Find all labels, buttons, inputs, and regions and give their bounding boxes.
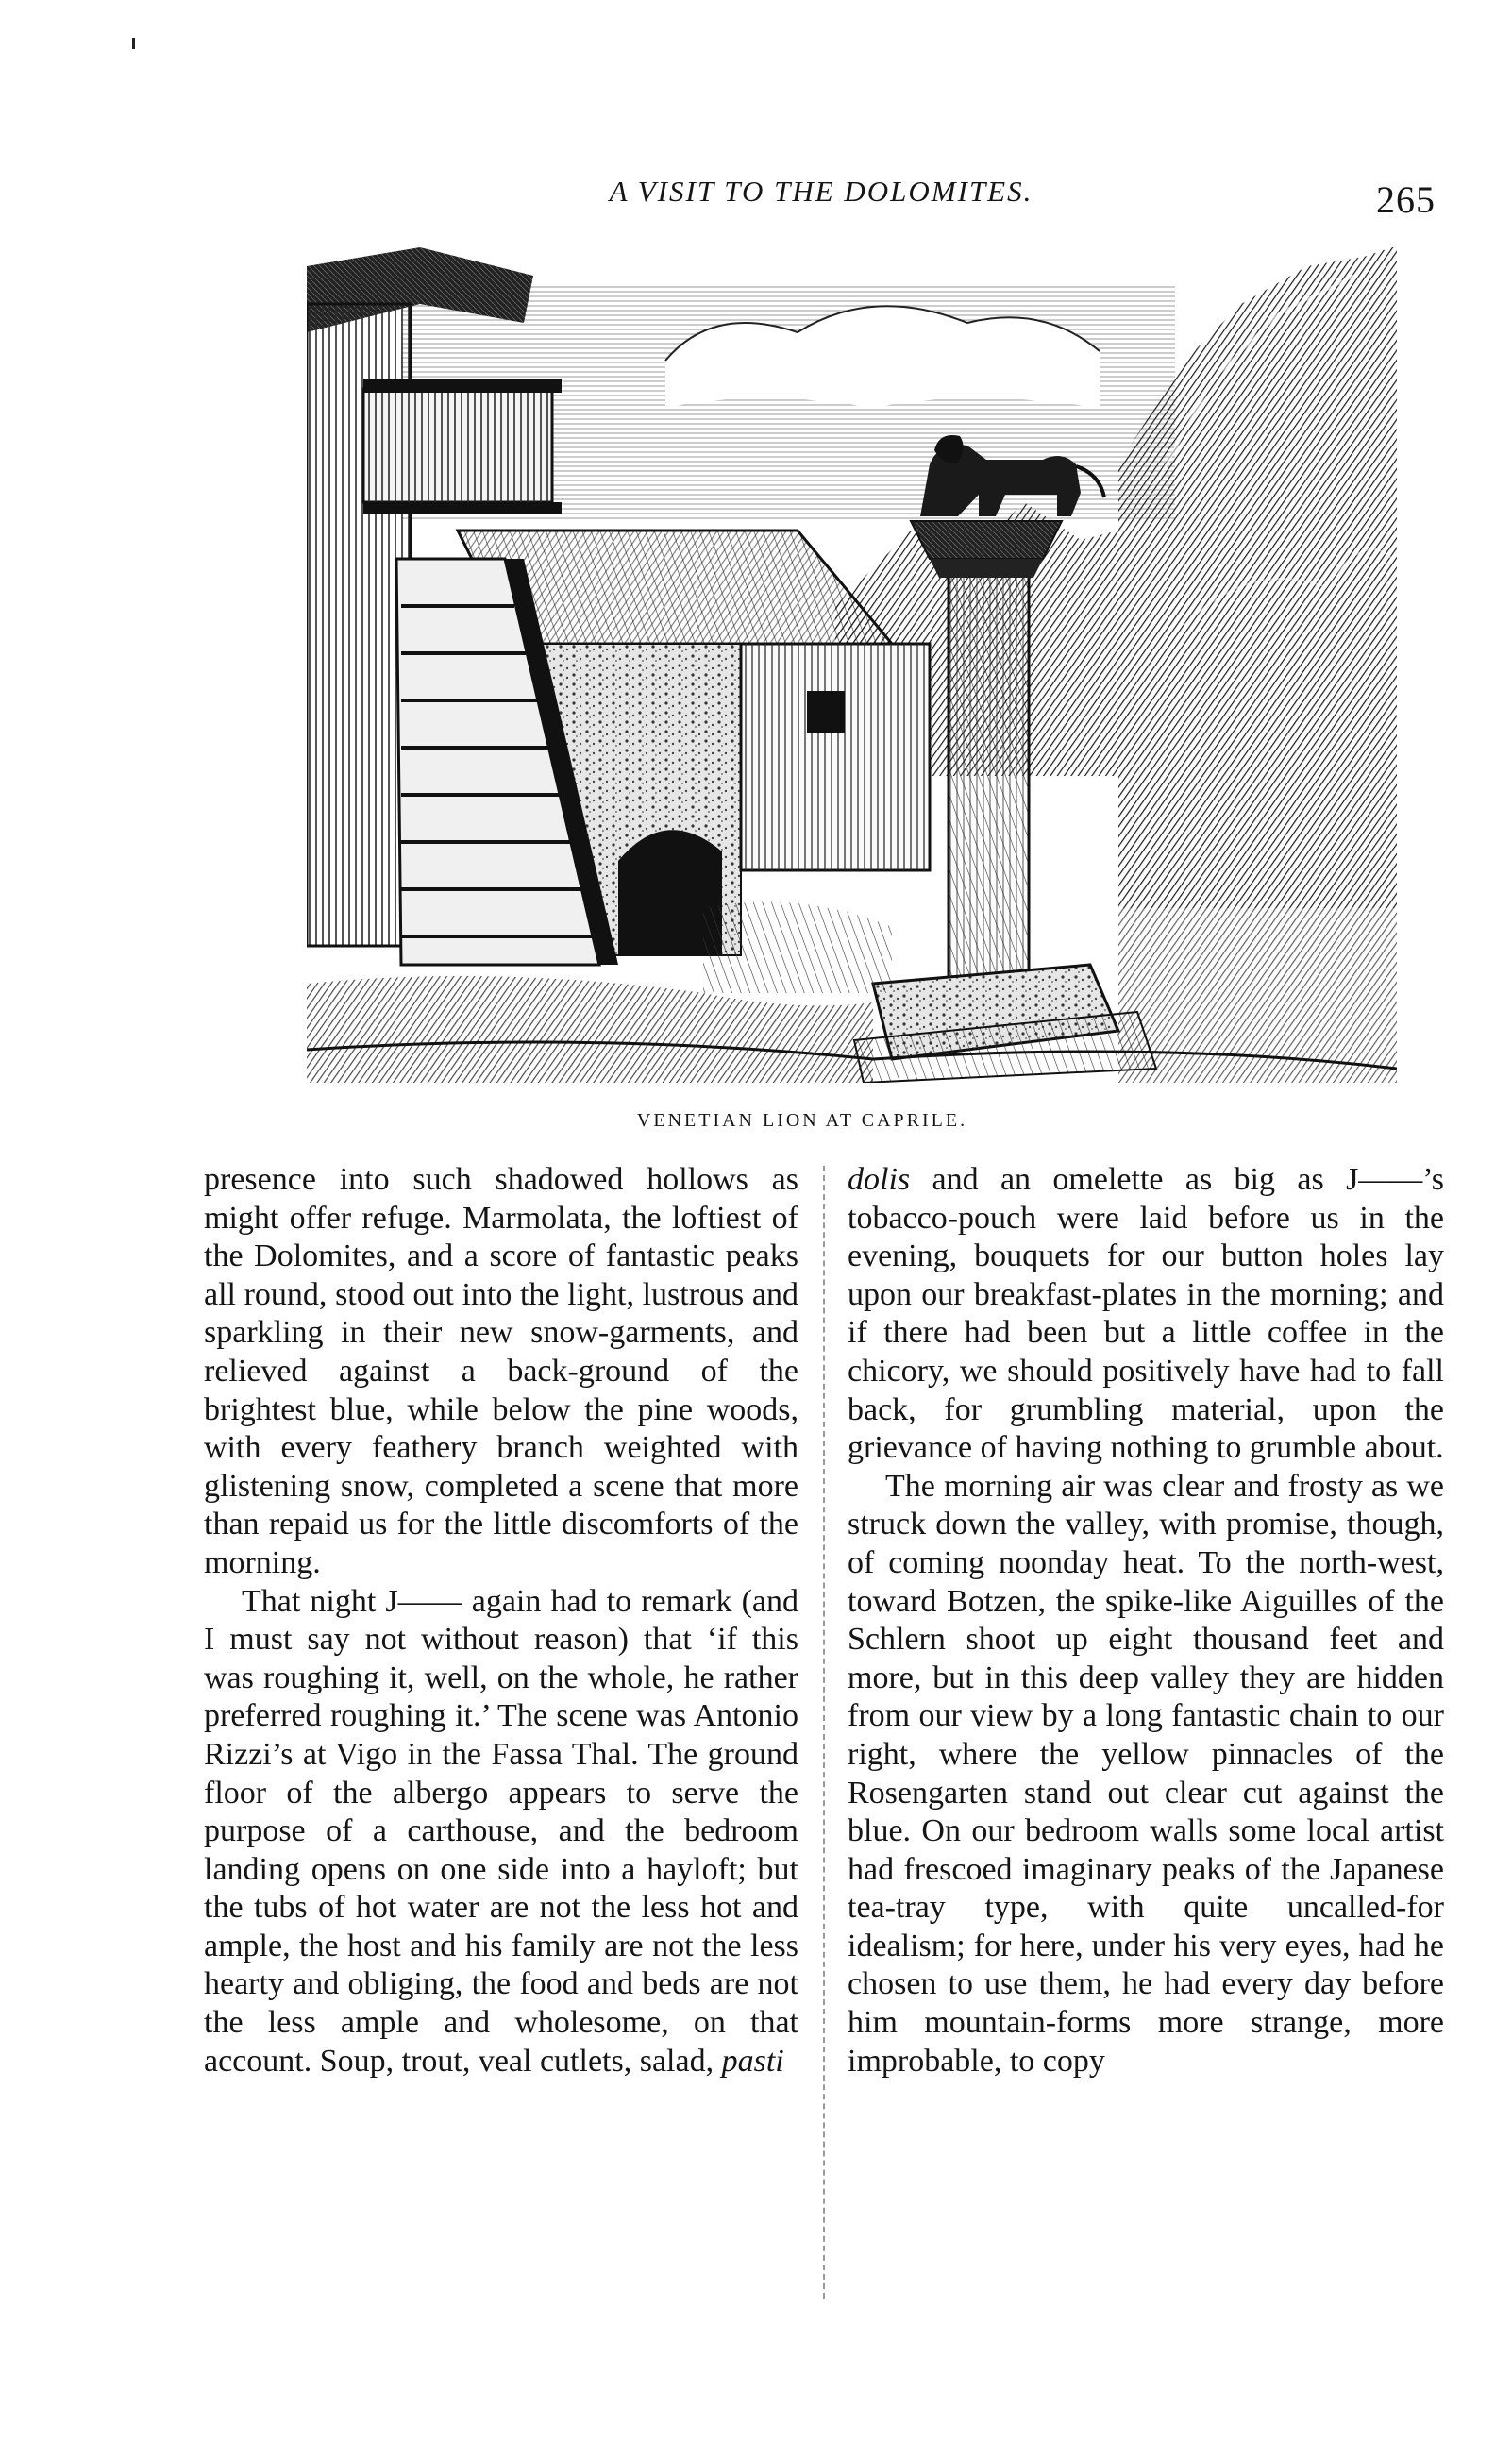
italic-word: dolis (848, 1162, 911, 1197)
engraving-illustration (307, 247, 1397, 1083)
right-text-column (848, 1161, 1444, 2081)
paragraph-text: That night J—— again had to remark (and I must say not without reason) that ‘if this was roughing it, well, on the whole, he rather preferred roughing it.’ The scene was Antonio Rizzi’s at Vigo in the Fassa Thal. The ground floor of the albergo appears to serve the purpose of a carthouse, and the bedroom landing opens on one side into a hayloft; but the tubs of hot water are not the less hot and ample, the host and his family are not the less hearty and obliging, the food and beds are not the less ample and wholesome, on that account. Soup, trout, veal cutlets, salad, (204, 1583, 798, 2079)
paragraph-text: and an omelette as big as J——’s tobacco-pouch were laid before us in the evening, bouquets for our button holes lay upon our breakfast-plates in the morning; and if there had been but a little coffee in the chicory, we should positively have had to fall back, for grumbling material, upon the grievance of having nothing to grumble about. (848, 1162, 1444, 1466)
italic-word: pasti (721, 2043, 784, 2079)
illustration-caption: VENETIAN LION AT CAPRILE. (636, 1110, 968, 1131)
paragraph-text: presence into such shadowed hollows as might offer refuge. Marmolata, the loftiest of the Dolomites, and a score of fantastic peaks all round, stood out into the light, lustrous and sparkling in their new snow-garments, and relieved against a back-ground of the brightest blue, while below the pine woods, with every feathery branch weighted with glistening snow, completed a scene that more than repaid us for the little discomforts of the morning. (204, 1162, 798, 1580)
paragraph (848, 1161, 1444, 1468)
page-number: 265 (1376, 178, 1436, 221)
paragraph-text: The morning air was clear and frosty as we struck down the valley, with promise, though, of coming noonday heat. To the north-west, toward Botzen, the spike-like Aiguilles of the Schlern shoot up eight thousand feet and more, but in this deep valley they are hidden from our view by a long fantastic chain to our right, where the yellow pinnacles of the Rosengarten stand out clear cut against the blue. On our bedroom walls some local artist had frescoed imaginary peaks of the Japanese tea-tray type, with quite uncalled-for idealism; for here, under his very eyes, had he chosen to use them, he had every day before him mountain-forms more strange, more improbable, to copy (848, 1468, 1444, 2079)
paragraph (204, 1583, 798, 2081)
stray-mark (132, 38, 135, 49)
running-title: A VISIT TO THE DOLOMITES. (609, 175, 1033, 208)
paragraph (848, 1468, 1444, 2081)
paragraph (204, 1161, 798, 1583)
column-divider (823, 1166, 825, 2299)
left-text-column (204, 1161, 798, 2081)
